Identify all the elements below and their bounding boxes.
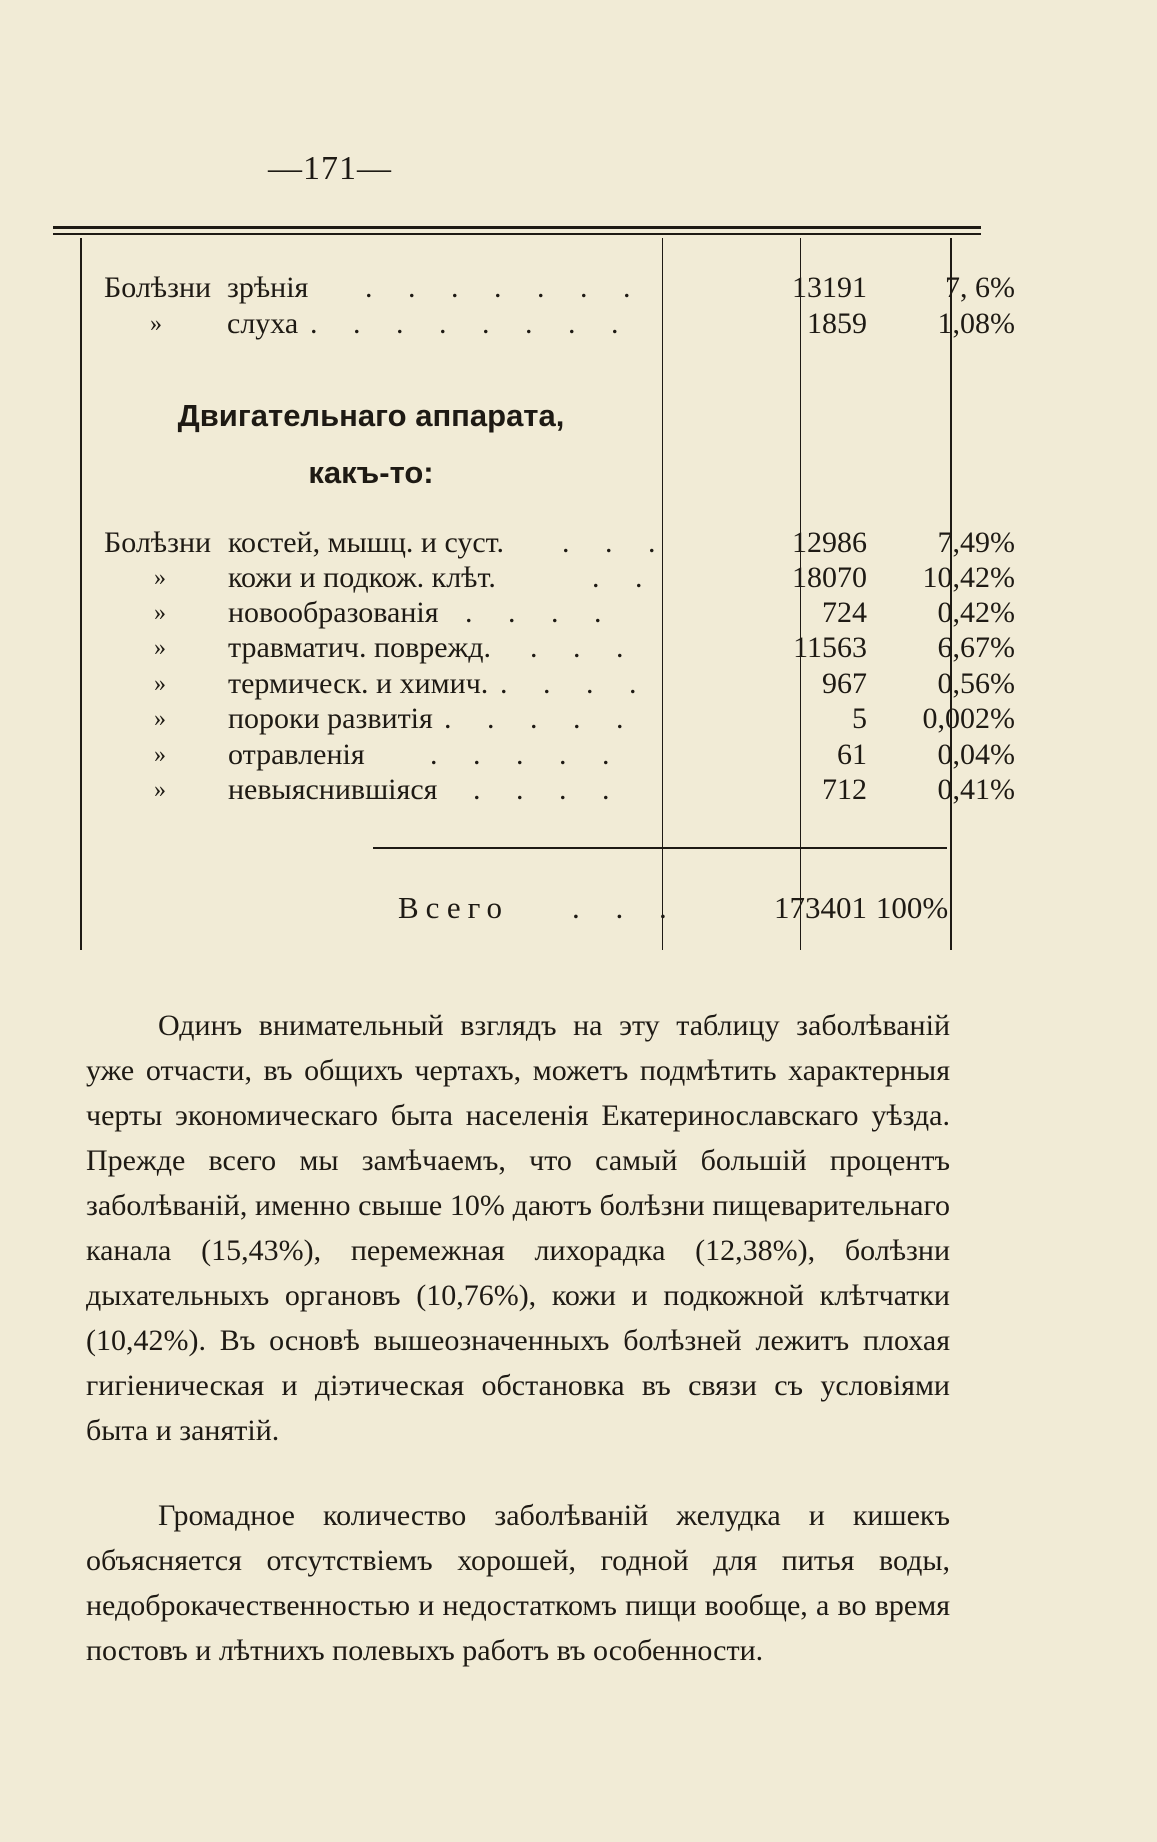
table-top-rule [53, 226, 981, 229]
row-label: пороки развитія [228, 702, 433, 735]
row-percent: 7, 6% [945, 271, 1015, 304]
total-row [80, 888, 950, 928]
ditto-mark: » [154, 706, 166, 732]
row-percent: 0,41% [937, 773, 1015, 806]
table-row [80, 772, 1015, 808]
row-percent: 0,42% [937, 596, 1015, 629]
row-label: новообразованія [228, 596, 439, 629]
total-leader-dots: . . . [572, 890, 681, 925]
row-leader-dots: . . . . [473, 773, 624, 806]
ditto-mark: » [154, 600, 166, 626]
row-leader-dots: . . [592, 561, 657, 594]
row-leader-dots: . . . [562, 526, 670, 559]
page-number: —171— [268, 150, 392, 187]
row-value: 724 [822, 596, 867, 629]
table-row [80, 306, 1015, 342]
ditto-mark: » [150, 311, 162, 337]
table-row [80, 525, 1015, 561]
row-leader-dots: . . . . . [444, 702, 638, 735]
row-percent: 0,04% [937, 738, 1015, 771]
ditto-mark: » [154, 777, 166, 803]
table-row [80, 630, 1015, 666]
total-rule [373, 847, 947, 849]
body-paragraph: Одинъ внимательный взглядъ на эту таблицу заболѣваній уже отчасти, въ общихъ чертахъ, можетъ подмѣтить характерныя черты экономическаго быта населенія Екатеринославскаго уѣзда. Прежде всего мы замѣчаемъ, что самый большій процентъ заболѣваній, именно свыше 10% даютъ болѣзни пищеварительнаго канала (15,43%), перемежная лихорадка (12,38%), болѣзни дыхательныхъ органовъ (10,76%), кожи и подкожной клѣтчатки (10,42%). Въ основѣ вышеозначенныхъ болѣзней лежитъ плохая гигіеническая и діэтическая обстановка въ связи съ условіями быта и занятій. [86, 1009, 950, 1447]
row-label: слуха [227, 307, 299, 340]
total-label: Всего [398, 890, 510, 925]
row-label: травматич. поврежд. [228, 631, 492, 664]
ditto-mark: » [154, 635, 166, 661]
ditto-mark: » [154, 565, 166, 591]
row-prefix: Болѣзни [104, 526, 212, 559]
section-heading-continuation: какъ-то: [308, 455, 434, 490]
row-percent: 1,08% [937, 307, 1015, 340]
row-value: 712 [822, 773, 867, 806]
table-row [80, 737, 1015, 773]
row-percent: 0,56% [937, 667, 1015, 700]
table-row [80, 595, 1015, 631]
row-value: 5 [852, 702, 867, 735]
row-value: 18070 [792, 561, 867, 594]
row-value: 11563 [793, 631, 867, 664]
row-percent: 0,002% [922, 702, 1015, 735]
row-value: 12986 [792, 526, 867, 559]
row-label: кожи и подкож. клѣт. [228, 561, 496, 594]
row-value: 61 [837, 738, 867, 771]
row-percent: 6,67% [937, 631, 1015, 664]
table-row [80, 560, 1015, 596]
row-label: невыяснившіяся [228, 773, 438, 806]
row-value: 967 [822, 667, 867, 700]
body-paragraph: Громадное количество заболѣваній желудка и кишекъ объясняется отсутствіемъ хорошей, годной для питья воды, недоброкачественностью и недостаткомъ пищи вообще, а во время постовъ и лѣтнихъ полевыхъ работъ въ особенности. [86, 1499, 950, 1667]
total-percent: 100% [875, 890, 949, 925]
ditto-mark: » [154, 742, 166, 768]
row-percent: 7,49% [937, 526, 1015, 559]
row-label: костей, мышц. и суст. [228, 526, 505, 559]
row-leader-dots: . . . . . . . [365, 271, 645, 304]
row-leader-dots: . . . . . [430, 738, 624, 771]
row-label: термическ. и химич. [228, 667, 489, 700]
section-heading: Двигательнаго аппарата, [177, 398, 565, 433]
row-value: 13191 [792, 271, 867, 304]
ditto-mark: » [154, 671, 166, 697]
row-leader-dots: . . . . [465, 596, 616, 629]
row-label: зрѣнія [227, 271, 309, 304]
total-value: 173401 [774, 890, 867, 925]
row-label: отравленія [228, 738, 365, 771]
row-prefix: Болѣзни [104, 271, 212, 304]
row-percent: 10,42% [922, 561, 1015, 594]
row-leader-dots: . . . . [500, 667, 651, 700]
table-row [80, 701, 1015, 737]
table-row [80, 270, 1015, 306]
row-leader-dots: . . . . . . . . [310, 307, 633, 340]
table-row [80, 666, 1015, 702]
row-leader-dots: . . . [530, 631, 638, 664]
row-value: 1859 [807, 307, 867, 340]
table-top-rule-thin [53, 233, 981, 235]
